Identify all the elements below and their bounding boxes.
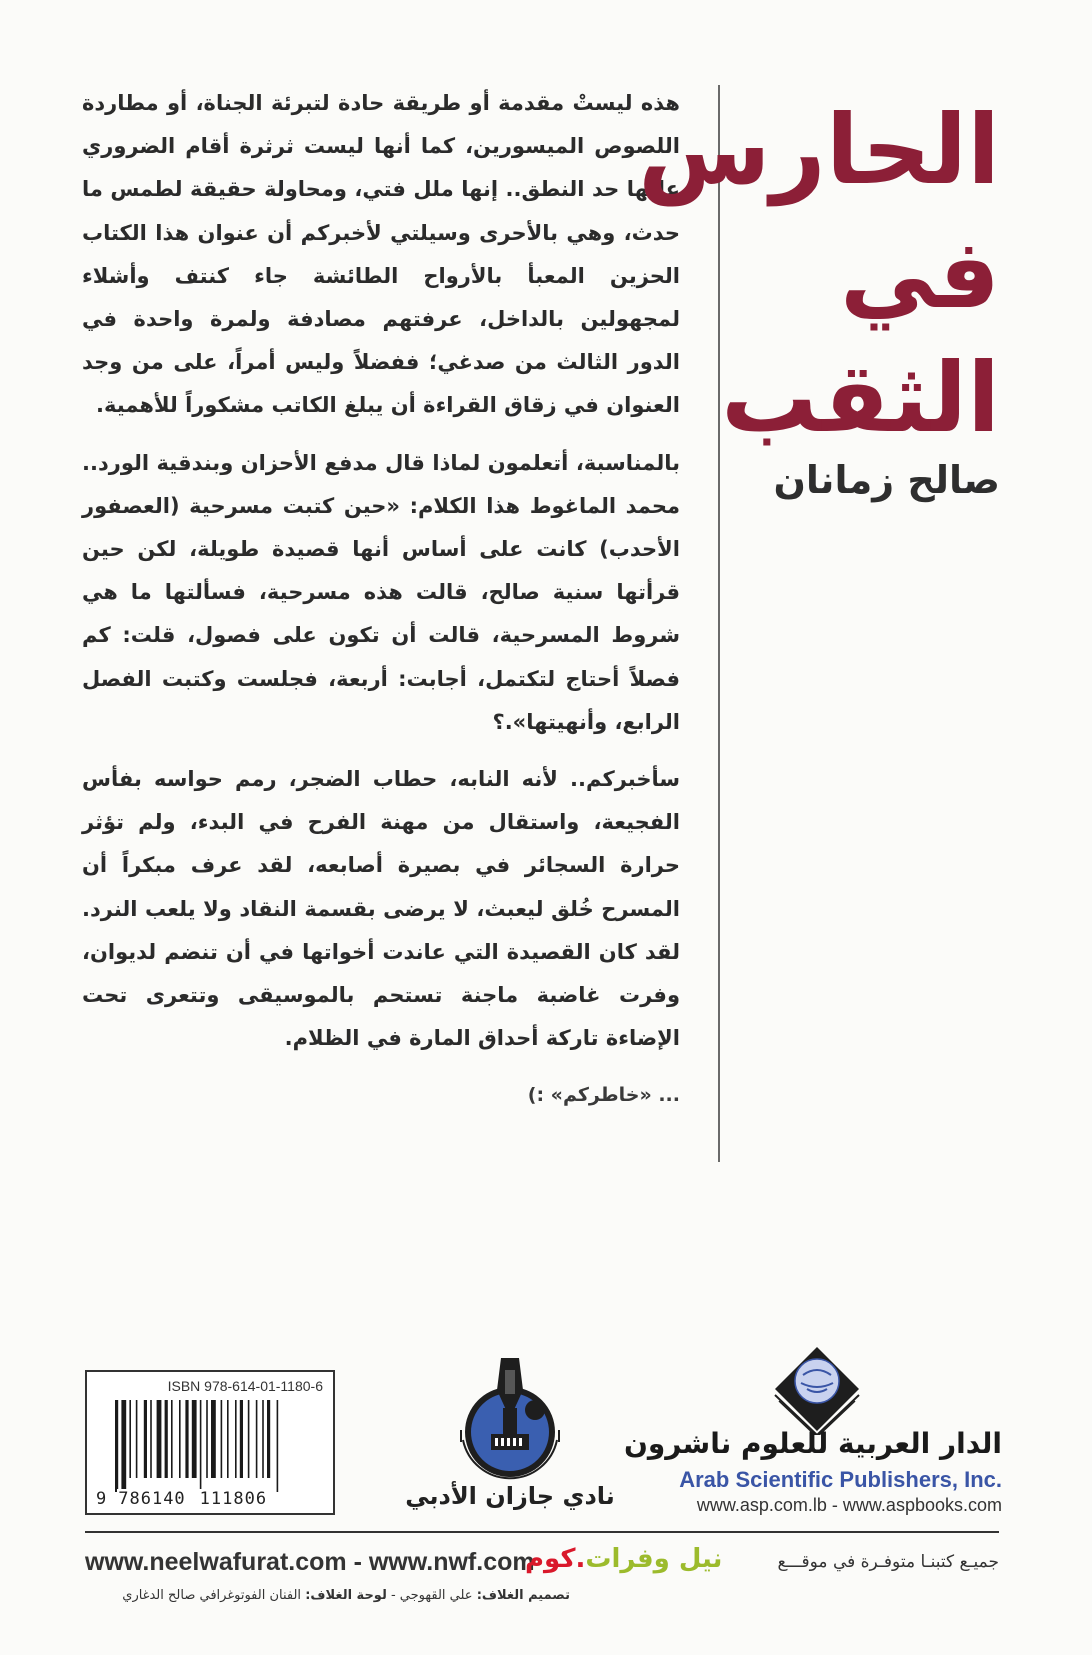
blurb-paragraph: بالمناسبة، أتعلمون لماذا قال مدفع الأحزان وبندقية الورد.. محمد الماغوط هذا الكلام: «حين كتبت مسرحية (العصفور الأحدب) كانت على أساس أنها قصيدة طويلة، لكن حين قرأتها سنية صالح، قالت هذه مسرحية، فسألتها ما هي شروط المسرحية، قالت أن تكون على فصول، قلت: كم فصلاً أحتاج لتكتمل، أجابت: أربعة، فجلست وكتبت الفصل الرابع، وأنهيتها».؟	[82, 450, 680, 734]
barcode-bar	[206, 1400, 208, 1478]
barcode	[85, 1370, 335, 1515]
blurb-paragraph: سأخبركم.. لأنه النابه، حطاب الضجر، رمم حواسه بفأس الفجيعة، واستقال من مهنة الفرح في البدء، ولم تؤثر حرارة السجائر في بصيرة أصابعه، لقد عرف مبكراً أن المسرح خُلق ليعبث، لا يرضى بقسمة النقاد ولا يلعب النرد. لقد كان القصيدة التي عاندت أخواتها في أن تنضم لديوان، وفرت غاضبة ماجنة تستحم بالموسيقى وتتعرى تحت الإضاءة تاركة أحداق المارة في الظلام.	[82, 767, 680, 1051]
barcode-bar	[277, 1400, 279, 1492]
barcode-digits	[95, 1489, 327, 1509]
barcode-digit-group: 9	[96, 1489, 107, 1509]
bookstore-brand-name: نيل وفرات	[585, 1544, 723, 1574]
availability-text: جميـع كتبنـا متوفـرة في موقـــع	[777, 1552, 999, 1572]
title-line: الحارس	[638, 94, 1000, 206]
cover-credits	[85, 1588, 570, 1603]
bookstore-brand-com: كوم	[525, 1544, 576, 1574]
barcode-bar	[171, 1400, 173, 1478]
blurb-paragraph: هذه ليستْ مقدمة أو طريقة حادة لتبرئة الجناة، أو مطاردة اللصوص الميسورين، كما أنها ليست ثرثرة أقام الضروري عليها حد النطق.. إنها ملل فتي، ومحاولة حقيقة لطمس ما حدث، وهي بالأحرى وسيلتي لأخبركم أن عنوان هذا الكتاب الحزين المعبأ بالأرواح الطائشة جاء كنتف وأشلاء لمجهولين بالداخل، عرفتهم مصادفة ولمرة واحدة في الدور الثالث من صدغي؛ ففضلاً وليس أمراً، على من وجد العنوان في زقاق القراءة أن يبلغ الكاتب مشكوراً للأهمية.	[82, 91, 680, 418]
barcode-bar	[221, 1400, 223, 1478]
barcode-bar	[256, 1400, 258, 1478]
barcode-bar	[185, 1400, 188, 1478]
barcode-bar	[150, 1400, 152, 1478]
barcode-bar	[136, 1400, 138, 1478]
barcode-digit-group: 786140	[118, 1489, 186, 1509]
painting-value: الفنان الفوتوغرافي صالح الدغاري	[122, 1588, 302, 1603]
bookstore-brand-logo	[525, 1544, 722, 1574]
author-name: صالح زمانان	[773, 458, 1000, 502]
publisher-emblem-icon	[767, 1345, 867, 1435]
barcode-bar	[129, 1400, 131, 1478]
footer-rule	[85, 1531, 999, 1533]
title-line: في	[840, 218, 1000, 330]
publisher-name-ar: الدار العربية للعلوم ناشرون	[623, 1427, 1002, 1460]
barcode-bar	[267, 1400, 270, 1478]
blurb-closing: ... «خاطركم» :)	[527, 1084, 680, 1107]
publisher-logo	[623, 1345, 1002, 1520]
title-line: الثقب	[721, 342, 1000, 454]
blurb-text	[82, 82, 680, 1132]
barcode-bar	[157, 1400, 162, 1478]
design-label: تصميم الغلاف:	[476, 1588, 570, 1603]
design-value: علي القهوجي -	[390, 1588, 473, 1603]
barcode-bar	[240, 1400, 243, 1478]
barcode-bar	[165, 1400, 168, 1478]
jazan-club-logo	[395, 1350, 625, 1520]
jazan-emblem-icon	[395, 1350, 625, 1480]
barcode-bar	[211, 1400, 216, 1478]
barcode-bar	[179, 1400, 181, 1478]
bookstore-brand-dot: .	[575, 1544, 586, 1574]
jazan-club-name: نادي جازان الأدبي	[405, 1482, 615, 1510]
barcode-bars-icon	[113, 1400, 323, 1492]
barcode-bar	[248, 1400, 250, 1478]
isbn-label: ISBN 978-614-01-1180-6	[167, 1378, 323, 1394]
book-title	[638, 88, 1000, 460]
painting-label: لوحة الغلاف:	[305, 1588, 387, 1603]
barcode-bar	[121, 1400, 126, 1492]
publisher-websites: www.asp.com.lb - www.aspbooks.com	[696, 1495, 1002, 1515]
barcode-bar	[262, 1400, 264, 1478]
barcode-bar	[200, 1400, 202, 1492]
barcode-bar	[235, 1400, 237, 1478]
bookstore-urls[interactable]: www.neelwafurat.com - www.nwf.com	[85, 1548, 535, 1576]
publisher-name-en: Arab Scientific Publishers, Inc.	[679, 1467, 1002, 1492]
barcode-digit-group: 111806	[199, 1489, 268, 1509]
footer-availability	[85, 1544, 999, 1584]
barcode-bar	[144, 1400, 147, 1478]
barcode-bar	[192, 1400, 197, 1478]
barcode-bar	[227, 1400, 229, 1478]
barcode-bar	[115, 1400, 118, 1492]
